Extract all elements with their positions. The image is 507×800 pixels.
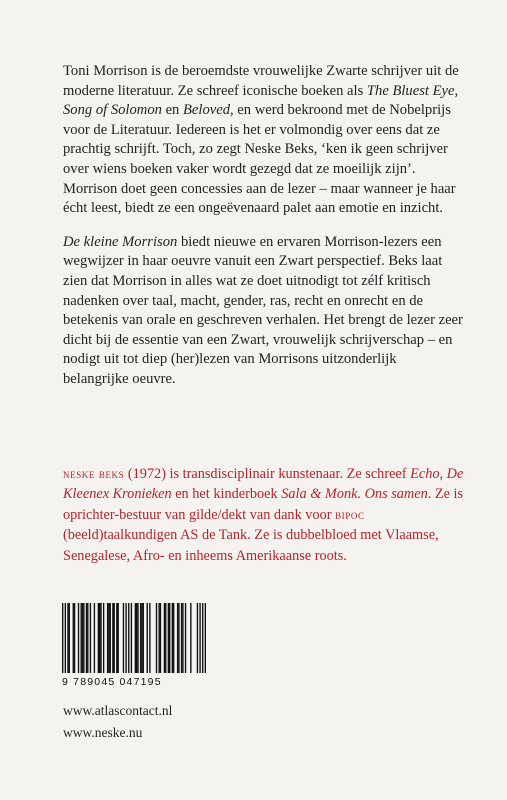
text-run: (beeld)taalkundigen AS de Tank. Ze is dubbelbloed met Vlaamse, Senegalese, Afro- en inheems Amerikaanse roots. — [63, 527, 439, 564]
barcode-bar — [114, 603, 115, 673]
barcode-bar — [117, 603, 118, 673]
barcode-bar — [107, 603, 108, 673]
barcode-bar — [103, 603, 104, 673]
barcode-bar — [178, 603, 179, 673]
text-run: , en werd bekroond met de Nobelprijs voor de Literatuur. Iedereen is het er volmondig over eens dat ze prachtig schrijft. Toch, zo zegt Neske Beks, ‘ken ik geen schrijver over wiens boeken vaker wordt gezegd dat ze moeilijk zijn’. Morrison doet geen concessies aan de lezer – maar wanneer je haar écht leest, biedt ze een ongeëvenaard palet aan emotie en inzicht. — [63, 102, 456, 217]
barcode-bar — [82, 603, 83, 673]
barcode-bar — [67, 603, 68, 673]
text-run: Echo — [410, 466, 440, 482]
book-blurb — [63, 62, 463, 404]
text-run: Beloved — [183, 102, 230, 119]
barcode-bar — [197, 603, 198, 673]
barcode-bar — [112, 603, 113, 673]
barcode-bar — [164, 603, 165, 673]
barcode-bar — [108, 603, 109, 673]
barcode-bar — [135, 603, 136, 673]
text-run: Toni Morrison is de beroemdste vrouwelijke Zwarte schrijver uit de moderne literatuur. Ze schreef iconische boeken als — [63, 63, 459, 99]
text-run: en het kinderboek — [171, 486, 282, 503]
barcode-bar — [190, 603, 191, 673]
text-run: , — [439, 466, 447, 482]
text-run: De kleine Morrison — [63, 233, 178, 250]
barcode-bar — [160, 603, 161, 673]
barcode-bar — [98, 603, 99, 673]
barcode-bar — [99, 603, 100, 673]
barcode-bar — [62, 603, 63, 673]
text-run: , — [454, 82, 459, 99]
barcode-bar — [73, 603, 74, 673]
barcode-bar — [182, 603, 183, 673]
text-run: neske beks — [63, 466, 125, 481]
barcode-bar — [156, 603, 157, 673]
barcode-bar — [172, 603, 173, 673]
barcode-bar — [137, 603, 138, 673]
barcode-bar — [125, 603, 126, 673]
barcode-bar — [177, 603, 178, 673]
text-run: bipoc — [335, 506, 365, 522]
blurb-paragraph-2 — [63, 233, 463, 390]
barcode-bar — [74, 603, 75, 673]
text-run: biedt nieuwe en ervaren Morrison-lezers een wegwijzer in haar oeuvre vanuit een Zwart perspectief. Beks laat zien dat Morrison in alles wat ze doet uitnodigt tot zélf kritisch nadenken over taal, macht, gender, ras, recht en onrecht en de betekenis van orale en geschreven verhalen. Het brengt de lezer zeer dicht bij de essentie van een Zwart, vrouwelijk schrijverschap – en nodigt uit tot diep (her)lezen van Morrisons uitzonderlijk belangrijke oeuvre. — [63, 233, 463, 387]
barcode-bar — [86, 603, 87, 673]
barcode-bar — [65, 603, 66, 673]
barcode-bar — [202, 603, 203, 673]
text-run: en — [161, 102, 183, 119]
blurb-paragraph-1 — [63, 62, 463, 219]
barcode-bar — [199, 603, 200, 673]
text-run: . Ze is oprichter-bestuur van gilde/dekt van dank voor — [63, 486, 464, 523]
barcode-bar — [94, 603, 95, 673]
barcode-bar — [87, 603, 88, 673]
text-run: Song of Solomon — [63, 102, 162, 119]
barcode-bar — [110, 603, 111, 673]
barcode-bar — [69, 603, 70, 673]
barcode-bar — [128, 603, 129, 673]
url-neske[interactable]: www.neske.nu — [63, 725, 143, 740]
barcode-bar — [205, 603, 206, 673]
text-run: The Bluest Eye — [366, 82, 455, 99]
barcode-bar — [78, 603, 79, 673]
text-run: Sala & Monk. Ons samen — [281, 486, 428, 503]
barcode-bar — [185, 603, 186, 673]
barcode-bar — [90, 603, 91, 673]
barcode-bar — [168, 603, 169, 673]
publisher-urls — [63, 700, 172, 744]
barcode-bar — [147, 603, 148, 673]
barcode-bar — [143, 603, 144, 673]
text-run: De Kleenex Kronieken — [63, 466, 464, 503]
barcode-bar — [149, 603, 150, 673]
author-bio — [63, 464, 468, 566]
barcode-bar — [181, 603, 182, 673]
barcode-bar — [173, 603, 174, 673]
barcode-bar — [131, 603, 132, 673]
barcode-graphic — [62, 603, 206, 675]
barcode-bar — [140, 603, 141, 673]
barcode-bar — [100, 603, 101, 673]
barcode-bar — [123, 603, 124, 673]
text-run: (1972) is transdisciplinair kunstenaar. Ze schreef — [124, 466, 411, 482]
barcode-bar — [83, 603, 84, 673]
isbn-number: 9 789045 047195 — [62, 676, 162, 688]
url-atlascontact[interactable]: www.atlascontact.nl — [63, 703, 173, 718]
barcode-bar — [81, 603, 82, 673]
barcode-bar — [169, 603, 170, 673]
barcode-bar — [165, 603, 166, 673]
barcode-bar — [116, 603, 117, 673]
barcode-bar — [158, 603, 159, 673]
barcode-bar — [141, 603, 142, 673]
barcode-bar — [136, 603, 137, 673]
